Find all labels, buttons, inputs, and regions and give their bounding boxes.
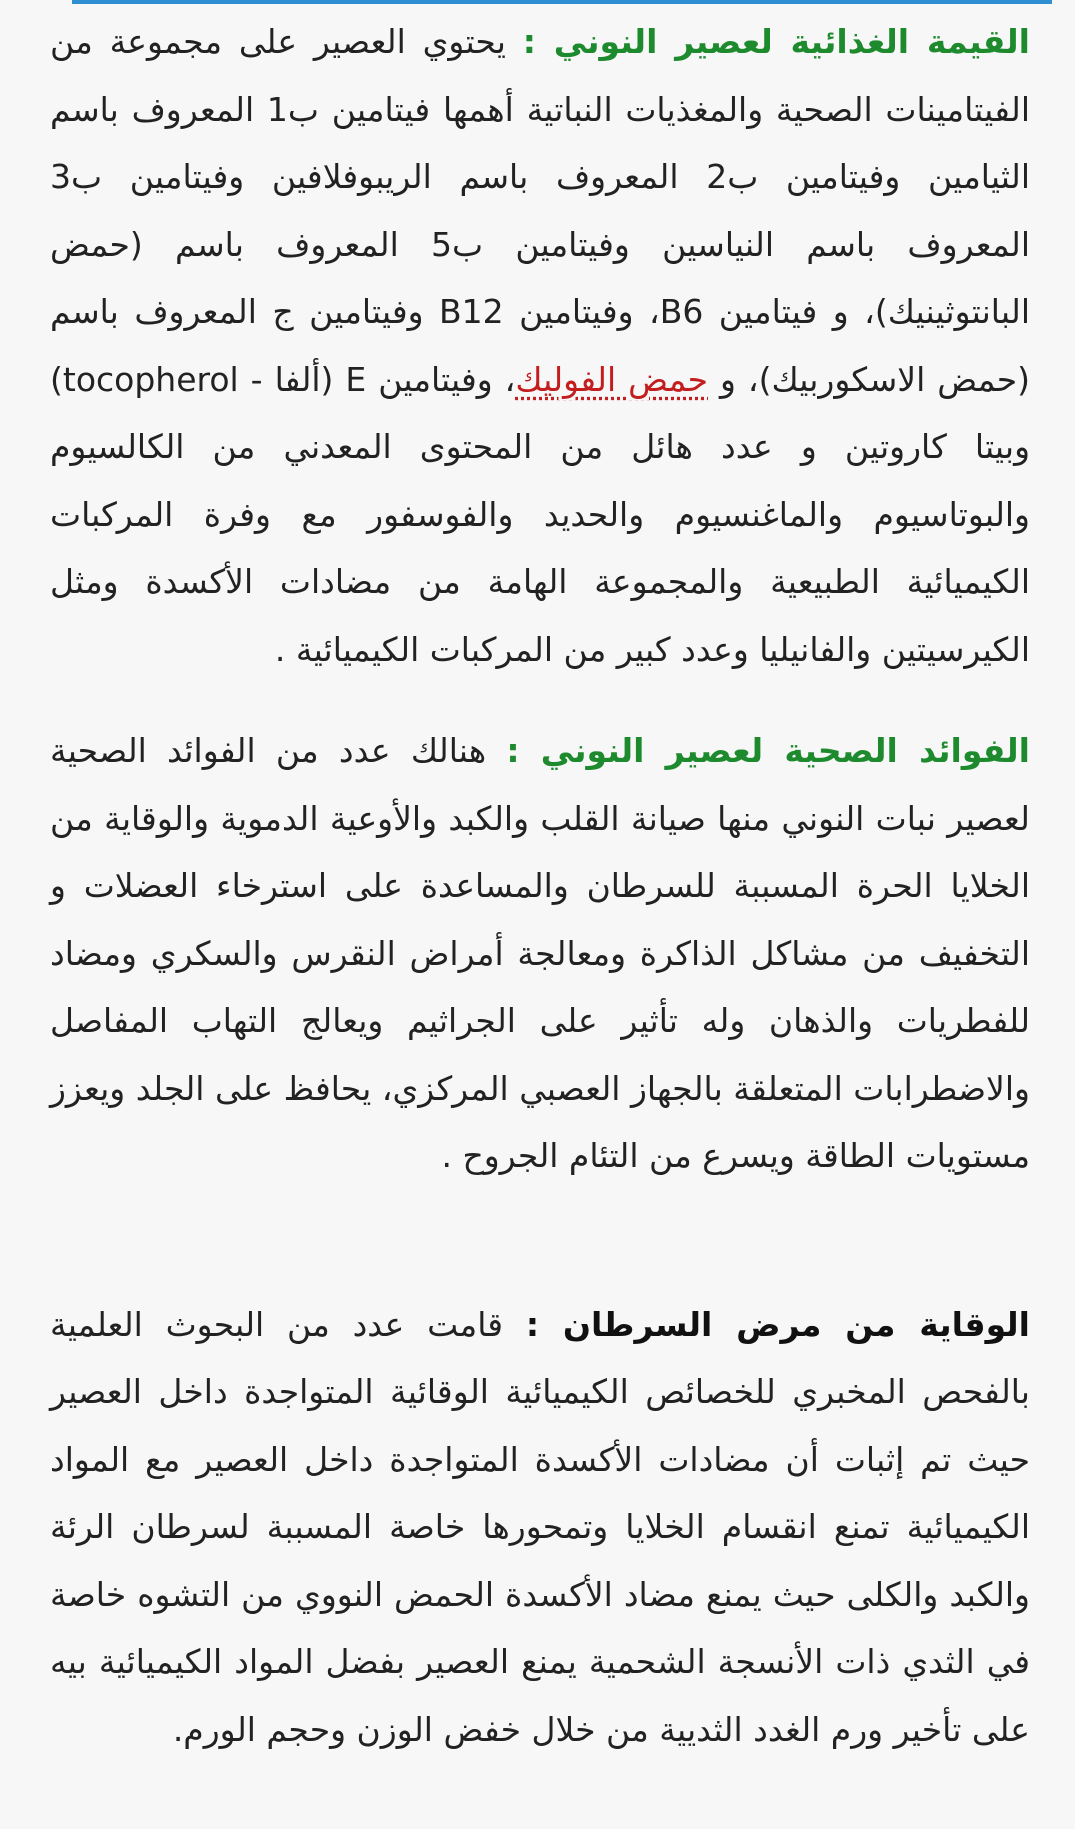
- nutrition-text-part-2: ، وفيتامين E (ألفا - tocopherol) وبيتا كاروتين و عدد هائل من المحتوى المعدني من الكالسيوم والبوتاسيوم والماغنسيوم والحديد والفوسفور مع وفرة المركبات الكيميائية الطبيعية والمجموعة الهامة من مضادات الأكسدة ومثل الكيرسيتين والفانيليا وعدد كبير من المركبات الكيميائية .: [50, 359, 1030, 669]
- nutrition-paragraph: [50, 8, 1030, 683]
- top-divider: [72, 0, 1052, 4]
- benefits-text: هنالك عدد من الفوائد الصحية لعصير نبات النوني منها صيانة القلب والكبد والأوعية الدموية والوقاية من الخلايا الحرة المسببة للسرطان والمساعدة على استرخاء العضلات و التخفيف من مشاكل الذاكرة ومعالجة أمراض النقرس والسكري ومضاد للفطريات والذهان وله تأثير على الجراثيم ويعالج التهاب المفاصل والاضطرابات المتعلقة بالجهاز العصبي المركزي، يحافظ على الجلد ويعزز مستويات الطاقة ويسرع من التئام الجروح .: [50, 731, 1030, 1175]
- benefits-heading: الفوائد الصحية لعصير النوني :: [506, 731, 1030, 770]
- cancer-paragraph: [50, 1291, 1030, 1764]
- paragraph-spacer: [50, 1190, 1030, 1291]
- folic-acid-link[interactable]: حمض الفوليك: [515, 359, 709, 399]
- article-body: [50, 8, 1030, 1763]
- cancer-text: قامت عدد من البحوث العلمية بالفحص المخبري للخصائص الكيميائية الوقائية المتواجدة داخل العصير حيث تم إثبات أن مضادات الأكسدة المتواجدة داخل العصير مع المواد الكيميائية تمنع انقسام الخلايا وتمحورها خاصة المسببة لسرطان الرئة والكبد والكلى حيث يمنع مضاد الأكسدة الحمض النووي من التشوه خاصة في الثدي ذات الأنسجة الشحمية يمنع العصير بفضل المواد الكيميائية بيه على تأخير ورم الغدد الثديية من خلال خفض الوزن وحجم الورم.: [50, 1304, 1030, 1749]
- paragraph-spacer: [50, 683, 1030, 717]
- nutrition-heading: القيمة الغذائية لعصير النوني :: [522, 22, 1030, 61]
- benefits-paragraph: [50, 717, 1030, 1190]
- nutrition-text-part-1: يحتوي العصير على مجموعة من الفيتامينات الصحية والمغذيات النباتية أهمها فيتامين ب1 المعروف باسم الثيامين وفيتامين ب2 المعروف باسم الريبوفلافين وفيتامين ب3 المعروف باسم النياسين وفيتامين ب5 المعروف باسم (حمض البانتوثينيك)، و فيتامين B6، وفيتامين B12 وفيتامين ج المعروف باسم (حمض الاسكوربيك)، و: [50, 22, 1031, 399]
- cancer-heading: الوقاية من مرض السرطان :: [525, 1304, 1030, 1344]
